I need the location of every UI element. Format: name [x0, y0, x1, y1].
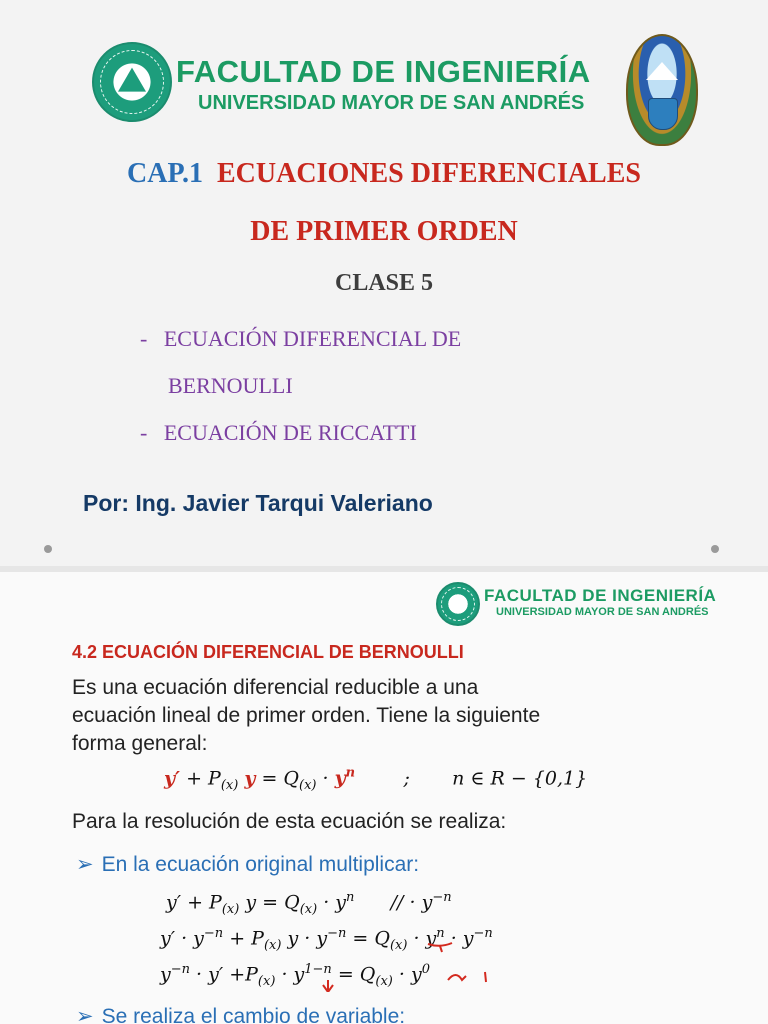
general-form-equation: $y' + P_{(x)}$ $y = Q_{(x)} \cdot y^n$ ; n ∈ R − {0,1}	[164, 766, 588, 794]
chapter-label: CAP.1	[127, 158, 203, 189]
resolution-text: Para la resolución de esta ecuación se realiza:	[72, 810, 507, 833]
section-title: 4.2 ECUACIÓN DIFERENCIAL DE BERNOULLI	[72, 642, 464, 662]
bernoulli-slide	[0, 572, 768, 1024]
chapter-title-text: ECUACIONES DIFERENCIALES	[217, 158, 641, 189]
faculty-name: FACULTAD DE INGENIERÍA	[176, 54, 591, 89]
author-credit: Por: Ing. Javier Tarqui Valeriano	[83, 490, 433, 516]
university-crest-logo	[626, 34, 698, 146]
slide-nav-dot-left[interactable]	[44, 545, 52, 553]
slide-nav-dot-right[interactable]	[711, 545, 719, 553]
chapter-title-line-2: DE PRIMER ORDEN	[250, 216, 518, 247]
class-number: CLASE 5	[334, 270, 434, 296]
university-name-small: UNIVERSIDAD MAYOR DE SAN ANDRÉS	[496, 606, 709, 618]
topic-item-2: - ECUACIÓN DE RICCATTI	[140, 420, 417, 445]
arrow-bullet-icon: ➢	[76, 1005, 94, 1024]
chapter-title-line-1	[0, 158, 768, 190]
step-equation-2: $y' \cdot y^{-n} + P_{(x)}$ $y \cdot y^{-n} = Q_{(x)} \cdot y^n \cdot y^{-n}$	[160, 926, 493, 954]
step-bullet-1: ➢ En la ecuación original multiplicar:	[76, 853, 420, 876]
intro-line-2: ecuación lineal de primer orden. Tiene la siguiente	[72, 704, 541, 727]
handwritten-annotation	[300, 922, 520, 992]
arrow-bullet-icon: ➢	[76, 853, 94, 876]
faculty-name-small: FACULTAD DE INGENIERÍA	[484, 586, 717, 605]
step-equation-3: $y^{-n} \cdot y' +P_{(x)} \cdot y^{1-n} = Q_{(x)} \cdot y^0$	[160, 962, 431, 990]
topic-item-1-cont: BERNOULLI	[168, 373, 293, 398]
step-bullet-2: ➢ Se realiza el cambio de variable:	[76, 1004, 405, 1024]
step-equation-1: $y' + P_{(x)}$ $y = Q_{(x)} \cdot y^n$ // · $y^{-n}$	[166, 890, 452, 918]
intro-line-1: Es una ecuación diferencial reducible a una	[72, 676, 479, 699]
topic-item-1: - ECUACIÓN DIFERENCIAL DE	[140, 326, 462, 351]
faculty-seal-logo-small	[436, 582, 480, 626]
university-name: UNIVERSIDAD MAYOR DE SAN ANDRÉS	[198, 92, 585, 114]
intro-line-3: forma general:	[72, 732, 208, 755]
faculty-seal-logo	[92, 42, 172, 122]
